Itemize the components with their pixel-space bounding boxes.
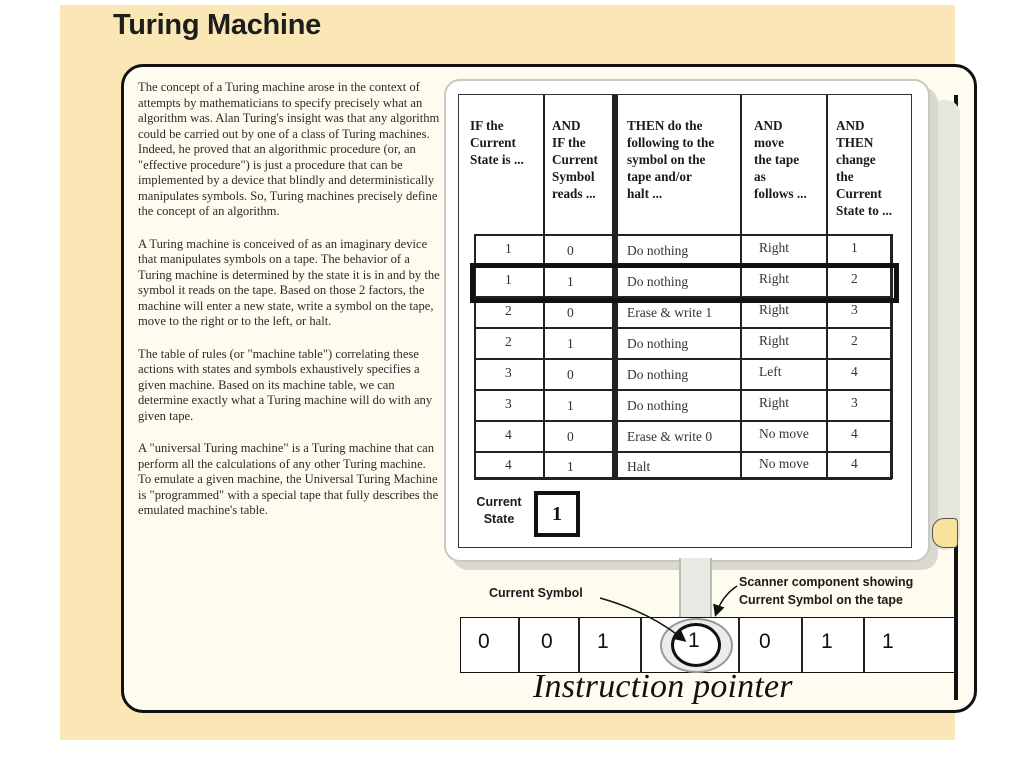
table-cell: 3 (851, 302, 858, 317)
table-cell: 0 (567, 429, 574, 444)
table-cell: 4 (851, 426, 858, 441)
table-cell: Do nothing (627, 243, 689, 258)
header-current-symbol: AND IF the Current Symbol reads ... (552, 118, 598, 201)
table-cell: 2 (851, 333, 858, 348)
scanner-label-line1: Scanner component showing (739, 575, 914, 589)
header-new-state: AND THEN change the Current State to ... (836, 118, 893, 218)
table-cell: Erase & write 1 (627, 305, 713, 320)
table-cell: 3 (851, 395, 858, 410)
table-cell: 0 (567, 367, 574, 382)
table-cell: Left (759, 364, 782, 379)
header-action: THEN do the following to the symbol on the tape and/or halt ... (627, 118, 715, 201)
table-cell: No move (759, 426, 809, 441)
tape-cell: 1 (821, 630, 833, 653)
current-symbol-arrow (600, 598, 684, 640)
paragraph-2: A Turing machine is conceived of as an imaginary device that manipulates symbols on a tape. The behavior of a Turing machine is determined by the state it is in and by the symbol it reads on the tape. Based on those 2 factors, the machine will enter a new state, write a symbol on the tape, move to the right or to the left, or halt. (138, 236, 440, 328)
table-cell: Do nothing (627, 274, 689, 289)
table-cell: 1 (505, 272, 512, 287)
tape-cell: 1 (597, 630, 609, 653)
table-cell: 4 (851, 364, 858, 379)
table-cell: Halt (627, 459, 651, 474)
tape-cell-scanned: 1 (688, 629, 700, 652)
table-cell: 3 (505, 396, 512, 411)
table-cell: Do nothing (627, 367, 689, 382)
table-cell: Right (759, 395, 790, 410)
instruction-pointer-label: Instruction pointer (533, 668, 793, 705)
paragraph-3: The table of rules (or "machine table") correlating these actions with states and symbols exhaustively specifies a given machine. Based on its machine table, we can determine exactly what a Turing machine will do with any given tape. (138, 346, 433, 423)
table-cell: Erase & write 0 (627, 429, 713, 444)
tape-cell: 0 (478, 630, 490, 653)
page-title: Turing Machine (113, 9, 321, 41)
table-cell: 2 (505, 334, 512, 349)
table-cell: Right (759, 333, 790, 348)
current-state-value: 1 (534, 491, 580, 537)
current-symbol-label: Current Symbol (489, 586, 583, 600)
table-cell: 0 (567, 243, 574, 258)
table-cell: 4 (505, 427, 512, 442)
table-cell: 1 (567, 336, 574, 351)
table-cell: 1 (505, 241, 512, 256)
table-cell: Do nothing (627, 336, 689, 351)
table-cell: 4 (505, 457, 512, 472)
hand-illustration (932, 518, 958, 548)
table-cell: 4 (851, 456, 858, 471)
table-cell: 3 (505, 365, 512, 380)
table-cell: 2 (505, 303, 512, 318)
scanner-label-line2: Current Symbol on the tape (739, 593, 903, 607)
table-cell: 1 (567, 274, 574, 289)
tape-cell: 1 (882, 630, 894, 653)
tape-cell: 0 (759, 630, 771, 653)
table-cell: Right (759, 271, 790, 286)
paragraph-1: The concept of a Turing machine arose in the context of attempts by mathematicians to specify precisely what an algorithm was. Alan Turing's insight was that any algorithm could be carried out by one of a class of Turing machines. Indeed, he proved that an algorithmic procedure (or, an "effective procedure") is just a procedure that can be implemented by a device that blindly and deterministically manipulates symbols. So, Turing machines precisely define the concept of an algorithm. (138, 80, 440, 218)
table-cell: Right (759, 302, 790, 317)
paragraph-4: A "universal Turing machine" is a Turing machine that can perform all the calculations of any other Turing machine. To emulate a given machine, the Universal Turing Machine is "programmed" with a special tape that fully describes the emulated machine's table. (138, 441, 439, 517)
scanner-arrow (716, 586, 737, 614)
table-cell: 1 (567, 398, 574, 413)
table-cell: Right (759, 240, 790, 255)
table-cell: 2 (851, 271, 858, 286)
table-cell: Do nothing (627, 398, 689, 413)
header-move: AND move the tape as follows ... (754, 118, 807, 201)
current-state-label: Current State (476, 495, 522, 526)
table-cell: No move (759, 456, 809, 471)
header-current-state: IF the Current State is ... (470, 118, 524, 167)
tape-cell: 0 (541, 630, 553, 653)
table-cell: 1 (567, 459, 574, 474)
table-cell: 0 (567, 305, 574, 320)
table-cell: 1 (851, 240, 858, 255)
